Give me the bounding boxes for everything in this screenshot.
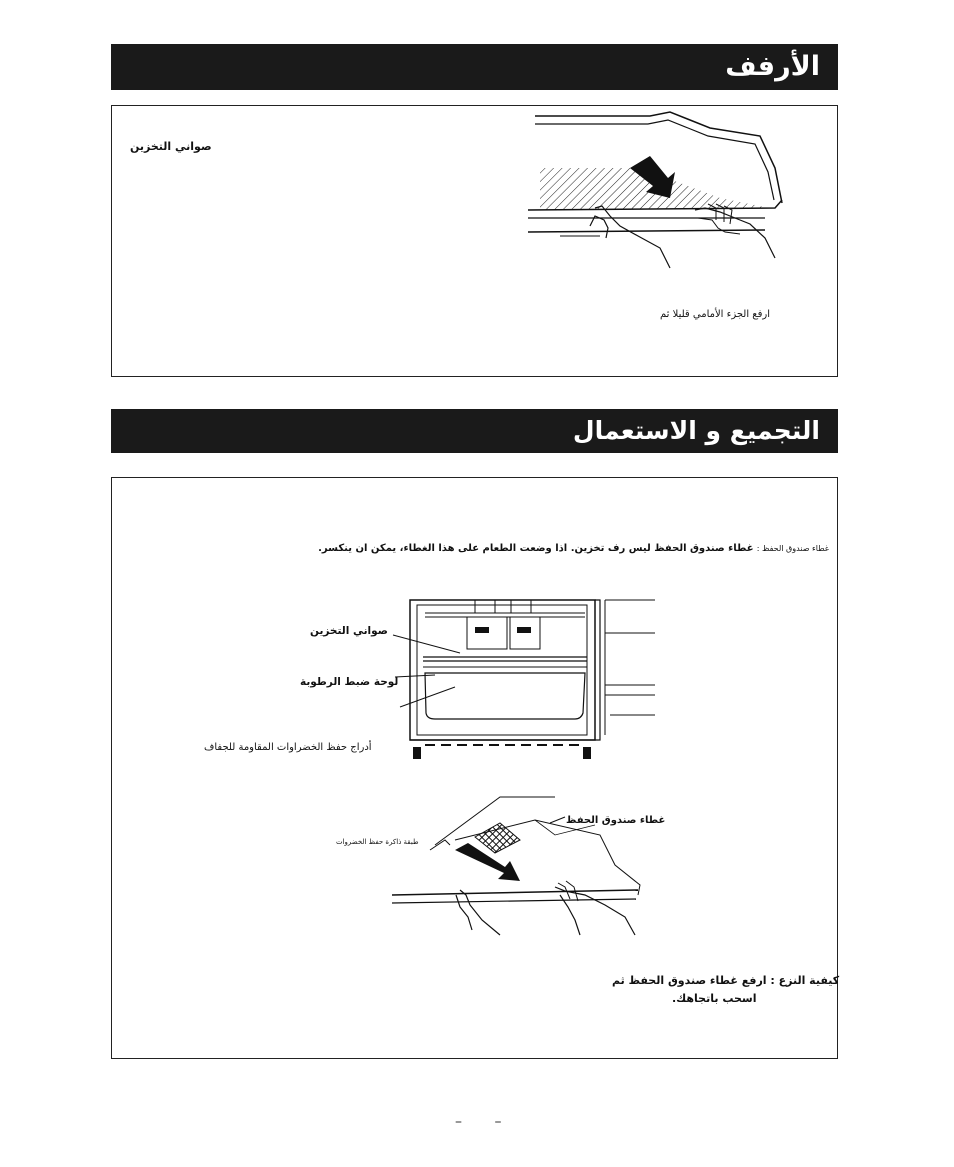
crisper-lid-label: غطاء صندوق الحفظ <box>566 815 666 826</box>
assembly-section-title: التجميع و الاستعمال <box>572 416 820 445</box>
humidity-panel-label: لوحة ضبط الرطوبة <box>300 676 399 688</box>
shelves-section-header <box>111 44 838 90</box>
shelves-section-title: الأرفف <box>725 51 820 82</box>
shelf-removal-illustration <box>520 108 790 268</box>
lift-front-caption: ارفع الجزء الأمامي قليلا ثم <box>660 309 771 320</box>
fridge-interior-illustration <box>395 595 655 770</box>
removal-instructions-title: كيفية النزع : ارفع غطاء صندوق الحفظ ثم <box>612 974 840 987</box>
crisper-lid-note-text: غطاء صندوق الحفظ ليس رف تخزين. اذا وضعت الطعام على هذا الغطاء، يمكن ان ينكسر. <box>318 543 754 554</box>
assembly-section-header <box>111 409 838 453</box>
storage-tray-label: صواني التخزين <box>130 140 212 153</box>
fridge-storage-trays-label: صواني التخزين <box>310 625 388 637</box>
freshness-layer-label: طبقة ذاكرة حفظ الخضروات <box>336 838 419 846</box>
crisper-lid-note-prefix: غطاء صندوق الحفظ : <box>756 544 829 553</box>
page-number: – – <box>455 1114 516 1130</box>
crisper-drawers-label: أدراج حفظ الخضراوات المقاومة للجفاف <box>204 742 372 753</box>
crisper-lid-note <box>292 543 829 554</box>
removal-instructions-line2: اسحب باتجاهك. <box>672 992 757 1005</box>
